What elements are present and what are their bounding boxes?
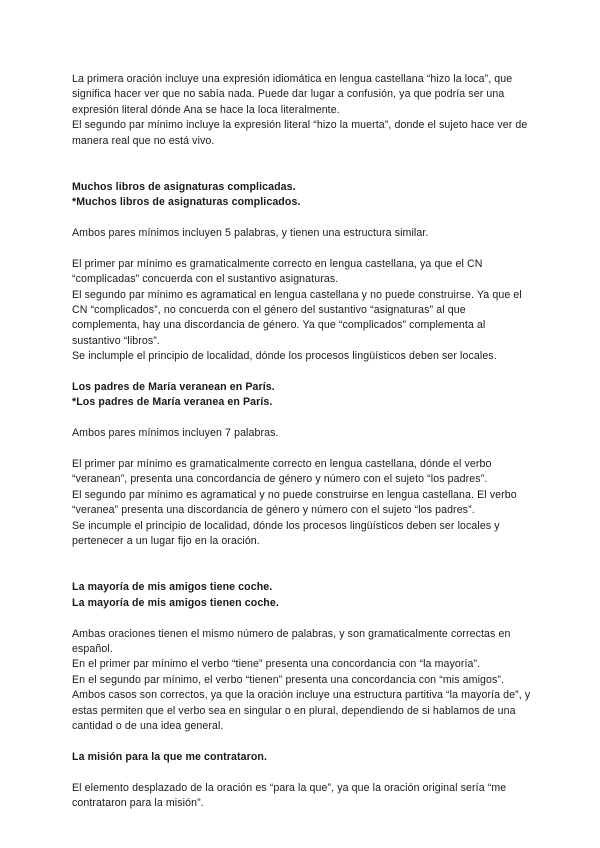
paragraph-word-count: Ambas oraciones tienen el mismo número de palabras, y son gramaticalmente correctas en español. — [72, 627, 511, 655]
paragraph-locality: Se inclumple el principio de localidad, dónde los procesos lingüísticos deben ser locales. — [72, 350, 497, 363]
paragraph-second-pair: En el segundo par mínimo, el verbo “tienen” presenta una concordancia con “mis amigos”. — [72, 673, 505, 686]
document-page — [72, 72, 534, 811]
spacer — [72, 241, 534, 256]
spacer — [72, 442, 534, 457]
spacer — [72, 365, 534, 380]
example-sentence-grammatical: Los padres de María veranean en París. — [72, 381, 275, 394]
paragraph-idiom-explanation: La primera oración incluye una expresión idiomática en lengua castellana “hizo la loca”, que significa hacer ver que no sabía nada. Puede dar lugar a confusión, ya que podría ser una expresión literal dónde Ana se hace la loca literalmente. — [72, 73, 513, 116]
paragraph-second-pair: El segundo par mínimo es agramatical en lengua castellana y no puede construirse. Ya que el CN “complicados”, no concuerda con el género del sustantivo “asignaturas” al que complementa, hay una discordancia de género. Ya que “complicados” complementa al sustantivo “libros”. — [72, 288, 522, 347]
paragraph-literal-explanation: El segundo par mínimo incluye la expresión literal “hizo la muerta”, donde el sujeto hace ver de manera real que no está vivo. — [72, 119, 528, 147]
example-sentence-displacement: La misión para la que me contrataron. — [72, 750, 268, 763]
spacer — [72, 411, 534, 426]
paragraph-partitive: Ambos casos son correctos, ya que la oración incluye una estructura partitiva “la mayoría de”, y estas permiten que el verbo sea en singular o en plural, dependiendo de si hablamos de una cantidad o de una idea general. — [72, 689, 531, 732]
example-sentence-plural: La mayoría de mis amigos tienen coche. — [72, 596, 279, 609]
paragraph-first-pair: El primer par mínimo es gramaticalmente correcto en lengua castellana, dónde el verbo “veranean”, presenta una concordancia de género y número con el sujeto “los padres”. — [72, 458, 492, 486]
spacer — [72, 550, 534, 581]
spacer — [72, 211, 534, 226]
paragraph-word-count: Ambos pares mínimos incluyen 7 palabras. — [72, 427, 279, 440]
paragraph-word-count: Ambos pares mínimos incluyen 5 palabras, y tienen una estructura similar. — [72, 227, 429, 240]
spacer — [72, 149, 534, 180]
example-sentence-grammatical: Muchos libros de asignaturas complicadas. — [72, 180, 296, 193]
spacer — [72, 611, 534, 626]
example-sentence-singular: La mayoría de mis amigos tiene coche. — [72, 581, 273, 594]
example-sentence-ungrammatical: *Los padres de María veranea en París. — [72, 396, 273, 409]
paragraph-second-pair: El segundo par mínimo es agramatical y no puede construirse en lengua castellana. El verbo “veranea” presenta una discordancia de género y número con el sujeto “los padres”. — [72, 488, 517, 517]
example-sentence-ungrammatical: *Muchos libros de asignaturas complicados. — [72, 196, 301, 209]
spacer — [72, 765, 534, 780]
spacer — [72, 734, 534, 749]
paragraph-locality: Se incumple el principio de localidad, dónde los procesos lingüísticos deben ser locales y pertenecer a un lugar fijo en la oración. — [72, 519, 500, 548]
paragraph-displaced-element: El elemento desplazado de la oración es “para la que”, ya que la oración original sería “me contrataron para la misión”. — [72, 781, 507, 809]
paragraph-first-pair: El primer par mínimo es gramaticalmente correcto en lengua castellana, ya que el CN “complicadas” concuerda con el sustantivo asignaturas. — [72, 257, 483, 286]
paragraph-first-pair: En el primer par mínimo el verbo “tiene” presenta una concordancia con “la mayoría”. — [72, 658, 481, 671]
